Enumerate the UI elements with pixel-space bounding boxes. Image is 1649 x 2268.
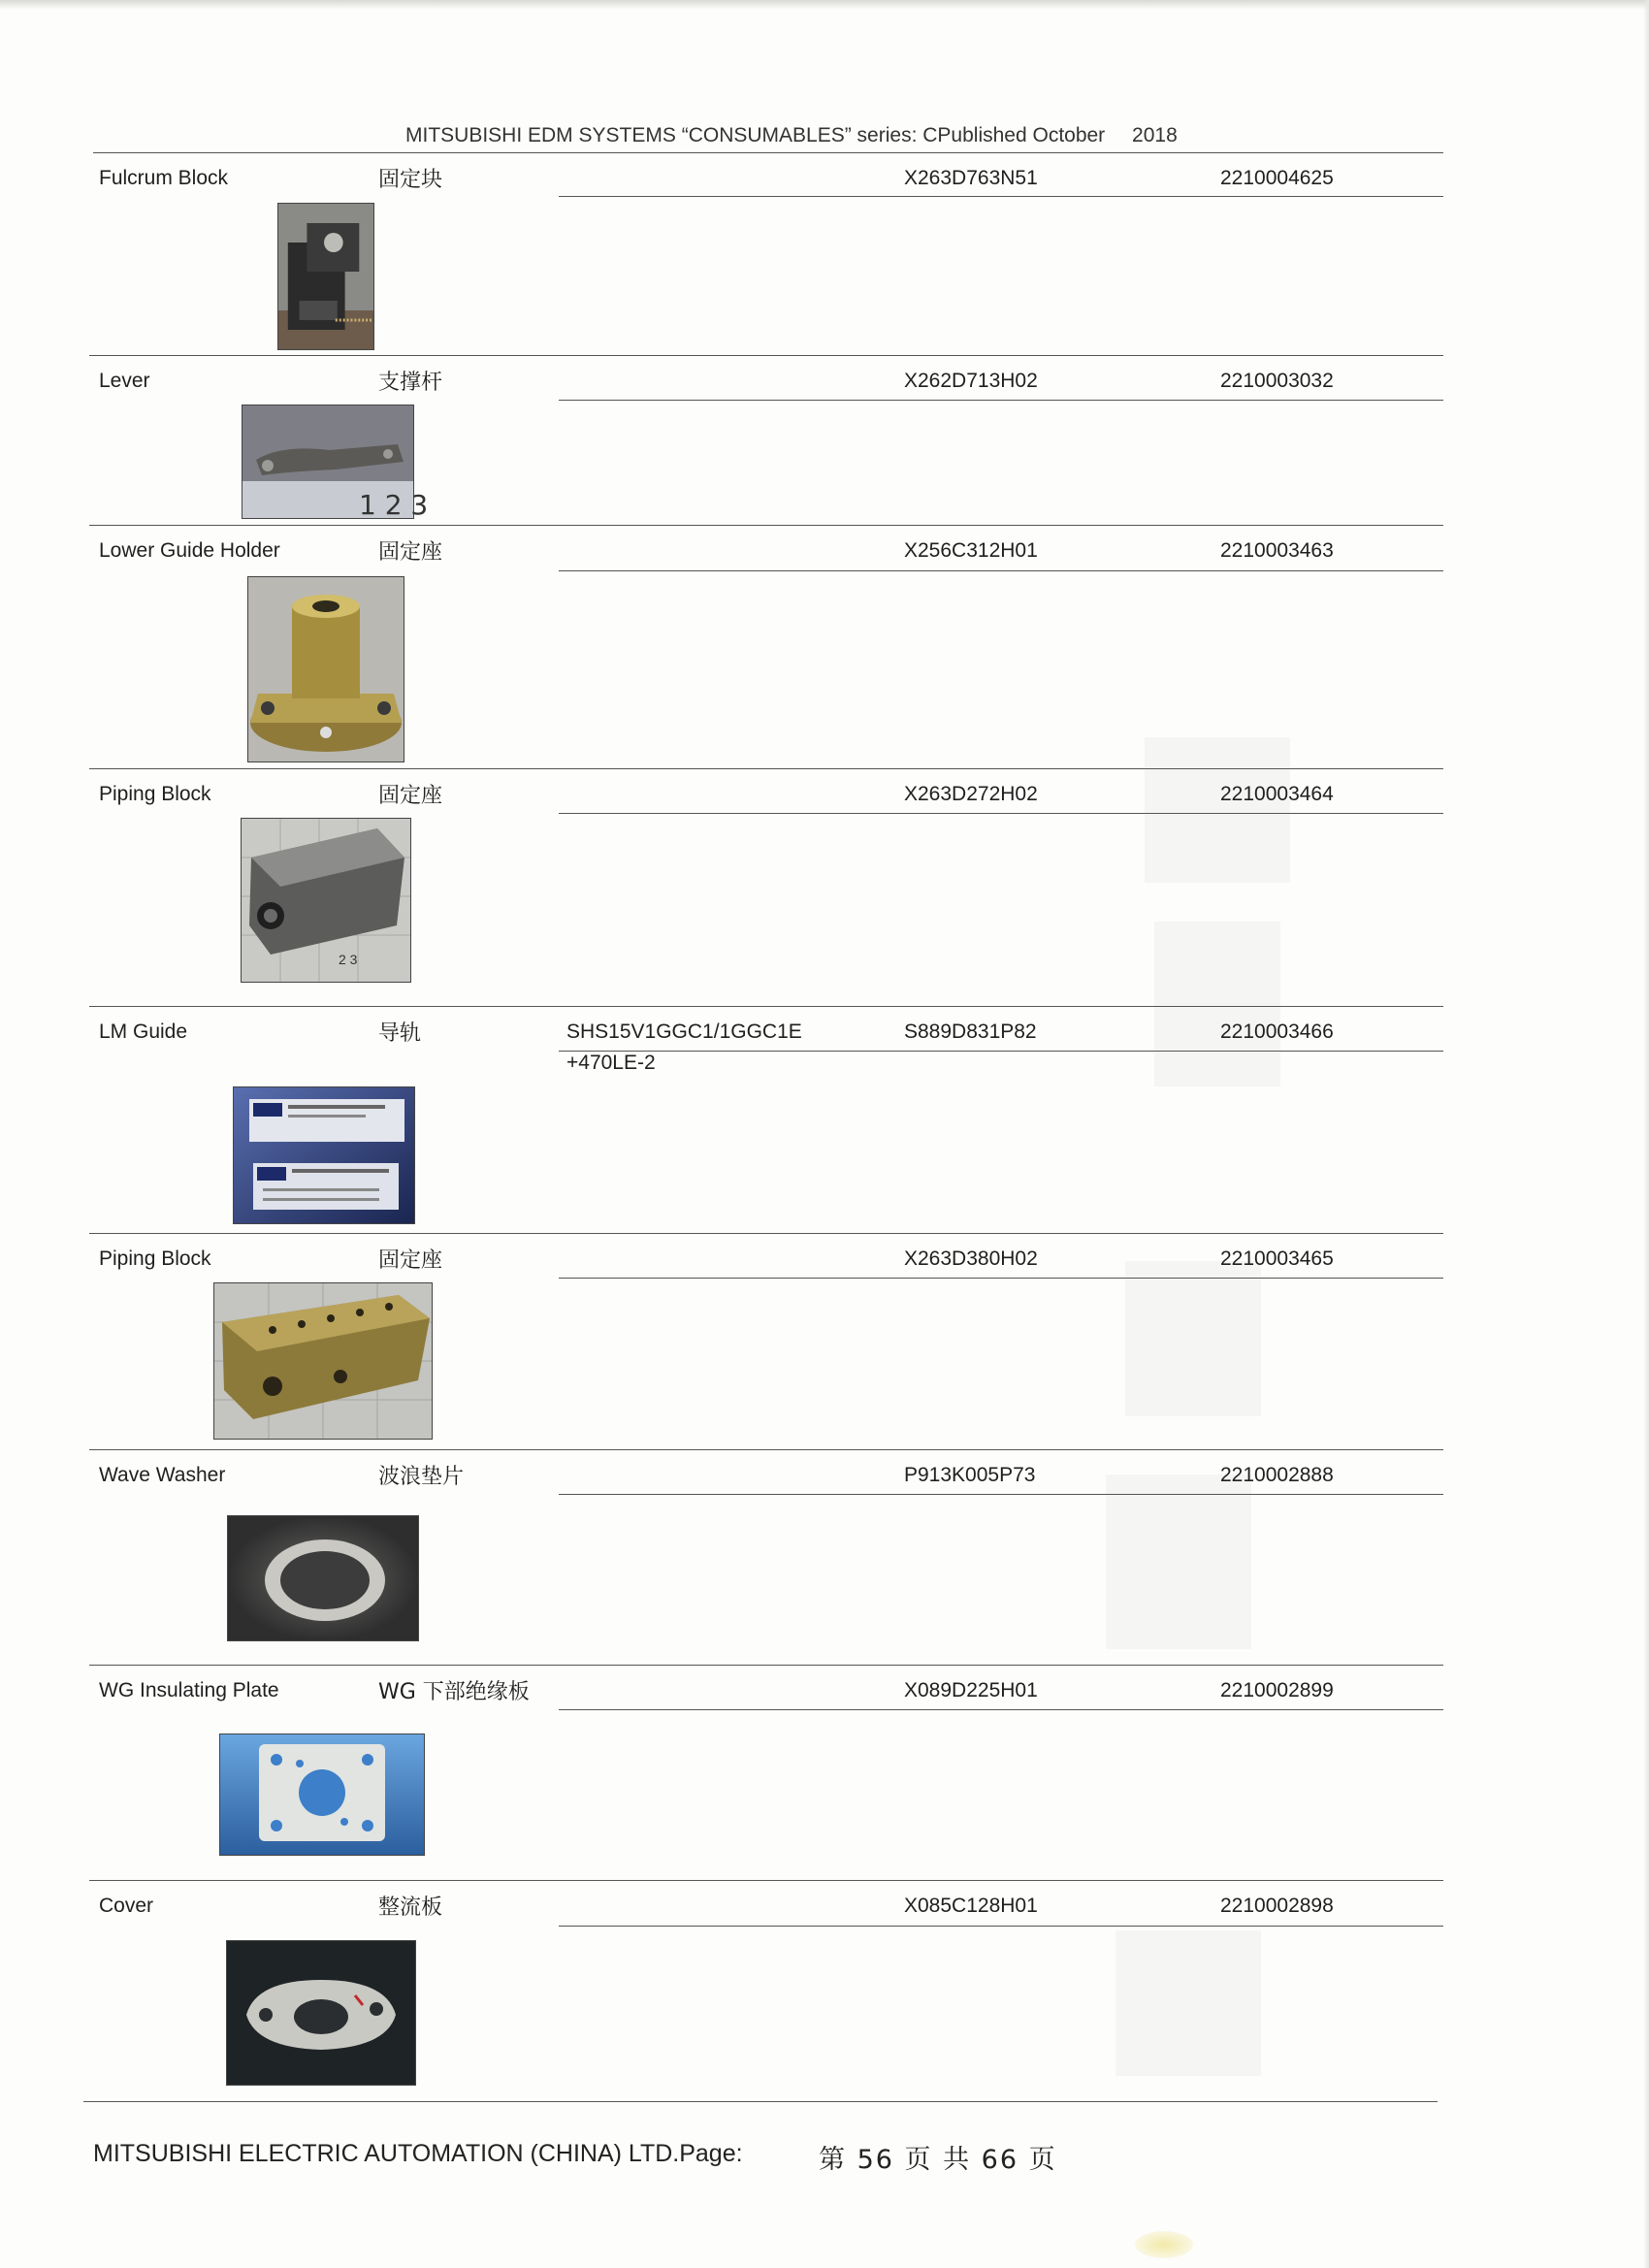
part-name-chinese: 固定块	[378, 168, 443, 192]
spec-rule	[559, 1926, 1443, 1927]
footer-company: MITSUBISHI ELECTRIC AUTOMATION (CHINA) LTD.Page:	[93, 2140, 743, 2167]
part-number: P913K005P73	[904, 1464, 1036, 1486]
part-name-chinese: 固定座	[378, 540, 443, 565]
part-number: X263D272H02	[904, 783, 1038, 805]
row-divider	[89, 1449, 1443, 1450]
header-title: MITSUBISHI EDM SYSTEMS “CONSUMABLES” series: CPublished October	[405, 124, 1106, 146]
scan-right-edge	[1643, 0, 1649, 2268]
row-divider	[89, 525, 1443, 526]
row-divider	[89, 1006, 1443, 1007]
footer-page-info: 第 56 页 共 66 页	[819, 2145, 1057, 2175]
scan-top-shadow	[0, 0, 1649, 10]
row-divider	[89, 1880, 1443, 1881]
wave-washer-photo	[227, 1515, 419, 1641]
footer-rule	[83, 2101, 1438, 2102]
part-name: Lower Guide Holder	[99, 539, 280, 562]
part-name-chinese: 固定座	[378, 1248, 443, 1273]
order-code: 2210003032	[1220, 370, 1334, 392]
part-name: Piping Block	[99, 1247, 211, 1270]
spec-rule	[559, 400, 1443, 401]
header-rule	[93, 152, 1443, 153]
part-name: LM Guide	[99, 1021, 188, 1043]
insulating-plate-photo	[219, 1733, 425, 1856]
part-spec-line2: +470LE-2	[566, 1052, 656, 1074]
cover-photo	[226, 1940, 416, 2086]
lever-photo	[242, 405, 429, 521]
part-name: Wave Washer	[99, 1464, 226, 1486]
header-year: 2018	[1132, 124, 1178, 146]
spec-rule	[559, 1709, 1443, 1710]
paper-stain	[1135, 2231, 1193, 2258]
part-name: Piping Block	[99, 783, 211, 805]
lower-guide-holder-photo	[247, 576, 404, 762]
part-name-chinese: 波浪垫片	[378, 1465, 465, 1489]
part-name: Fulcrum Block	[99, 167, 229, 189]
order-code: 2210002899	[1220, 1679, 1334, 1701]
part-name: WG Insulating Plate	[99, 1679, 279, 1701]
part-name-chinese: WG 下部绝缘板	[378, 1680, 530, 1704]
svg-text:1 2 3: 1 2 3	[359, 489, 429, 521]
spec-rule	[559, 570, 1443, 571]
spec-rule	[559, 1494, 1443, 1495]
bleed-through-ghost	[1116, 1930, 1261, 2076]
part-name-chinese: 固定座	[378, 784, 443, 808]
row-divider	[89, 1665, 1443, 1666]
part-number: X256C312H01	[904, 539, 1038, 562]
order-code: 2210003466	[1220, 1021, 1334, 1043]
lm-guide-photo	[233, 1086, 415, 1224]
part-number: X085C128H01	[904, 1895, 1038, 1917]
part-name: Lever	[99, 370, 150, 392]
part-number: X262D713H02	[904, 370, 1038, 392]
part-number: X263D763N51	[904, 167, 1038, 189]
order-code: 2210002898	[1220, 1895, 1334, 1917]
piping-block-brass-photo	[213, 1282, 433, 1440]
part-name: Cover	[99, 1895, 154, 1917]
bleed-through-ghost	[1145, 737, 1290, 883]
page-header	[405, 124, 1240, 147]
bleed-through-ghost	[1125, 1261, 1261, 1416]
order-code: 2210003463	[1220, 539, 1334, 562]
fulcrum-block-photo	[277, 203, 374, 350]
spec-rule	[559, 1051, 1443, 1052]
bleed-through-ghost	[1154, 922, 1280, 1086]
part-name-chinese: 支撑杆	[378, 371, 443, 395]
row-divider	[89, 355, 1443, 356]
order-code: 2210003465	[1220, 1247, 1334, 1270]
part-number: S889D831P82	[904, 1021, 1037, 1043]
part-number: X089D225H01	[904, 1679, 1038, 1701]
row-divider	[89, 1233, 1443, 1234]
piping-block-photo	[241, 818, 411, 983]
part-number: X263D380H02	[904, 1247, 1038, 1270]
bleed-through-ghost	[1106, 1474, 1251, 1649]
part-name-chinese: 整流板	[378, 1895, 443, 1920]
part-name-chinese: 导轨	[378, 1021, 422, 1046]
order-code: 2210002888	[1220, 1464, 1334, 1486]
spec-rule	[559, 813, 1443, 814]
spec-rule	[559, 1278, 1443, 1279]
order-code: 2210004625	[1220, 167, 1334, 189]
spec-rule	[559, 196, 1443, 197]
svg-text:2 3: 2 3	[339, 952, 358, 967]
part-spec: SHS15V1GGC1/1GGC1E	[566, 1021, 802, 1043]
row-divider	[89, 768, 1443, 769]
order-code: 2210003464	[1220, 783, 1334, 805]
